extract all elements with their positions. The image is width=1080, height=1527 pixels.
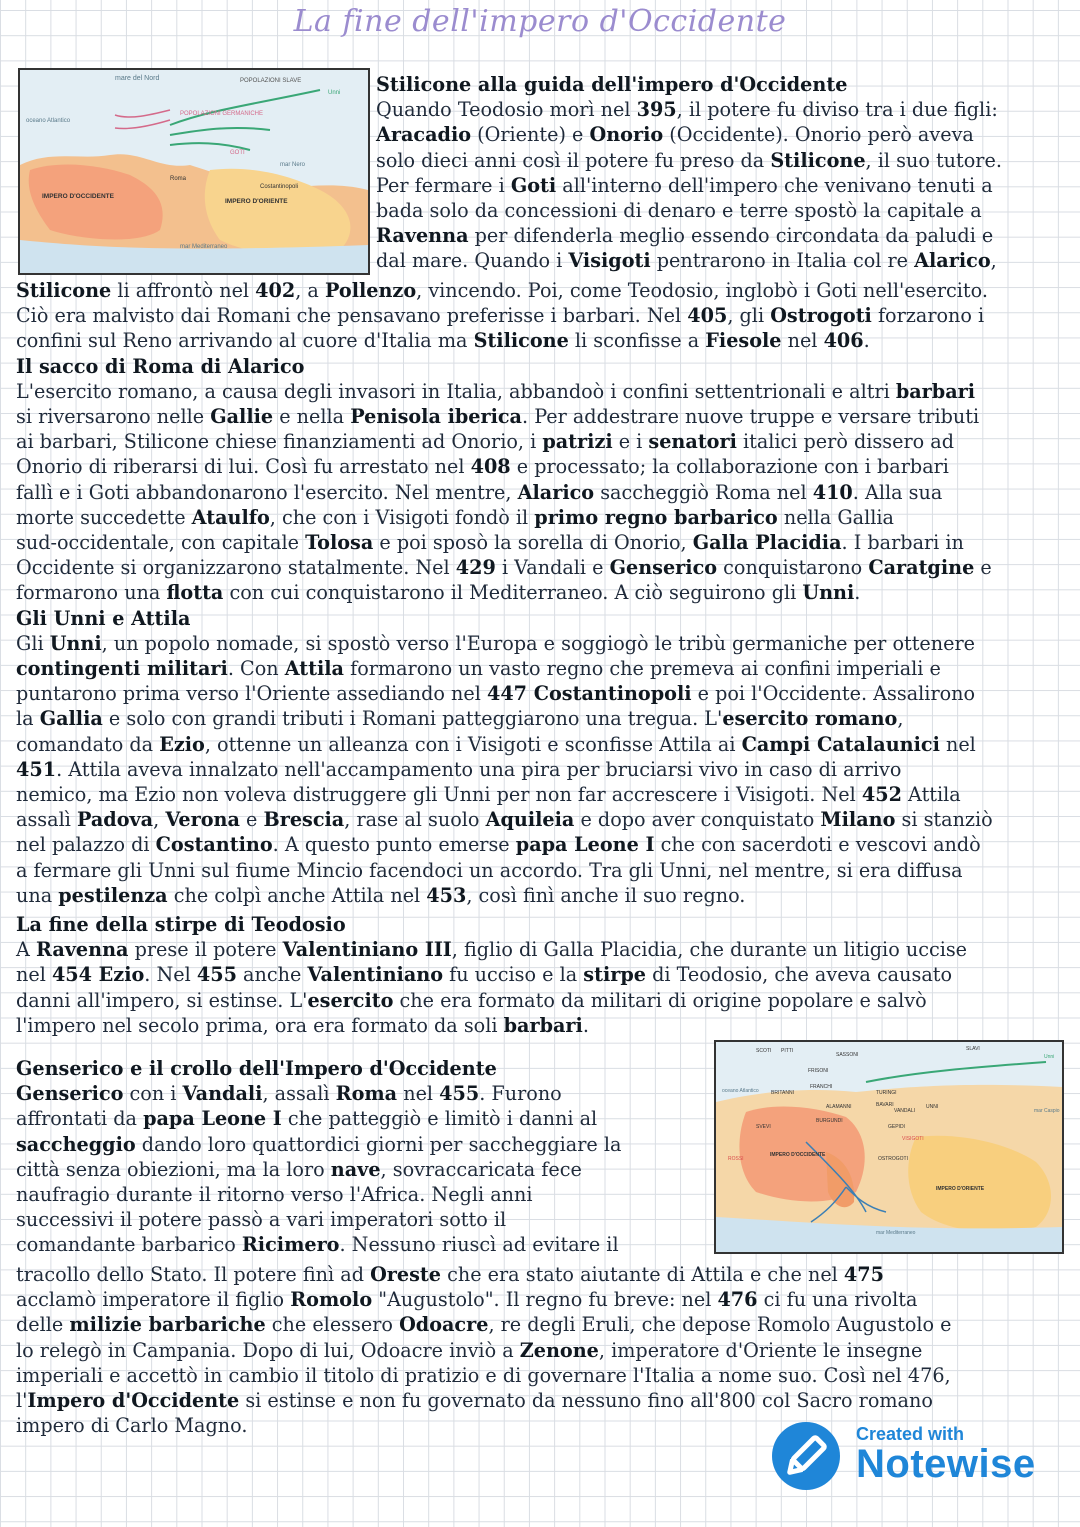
section-stilicone-intro: Stilicone alla guida dell'impero d'Occidente Quando Teodosio morì nel 395, il potere fu diviso tra i due figli: Aracadio (Oriente) e Onorio (Occidente). Onorio però aveva solo dieci anni così il potere fu preso da Stilicone, il suo tutore. Per fermare i Goti all'interno dell'impero che venivano tenuti a bada solo da concessioni di denaro e terre spostò la capitale a Ravenna per difenderla meglio essendo circondata da paludi e dal mare. Quando i Visigoti pentrarono in Italia col re Alarico, (376, 73, 1002, 273)
logo-notewise: Notewise (856, 1442, 1036, 1486)
map2-label: BAVARI (876, 1102, 894, 1108)
map-barbarian-kingdoms (714, 1040, 1064, 1254)
map1-label: POPOLAZIONI GERMANICHE (180, 111, 264, 117)
map2-label: OSTROGOTI (878, 1156, 908, 1162)
map1-label: IMPERO D'ORIENTE (225, 198, 288, 205)
map1-label: Unni (328, 90, 341, 96)
page-title: La fine dell'impero d'Occidente (293, 4, 787, 39)
map2-label: BURGUNDI (816, 1118, 843, 1124)
section-genserico-cont: tracollo dello Stato. Il potere finì ad Oreste che era stato aiutante di Attila e che nel 475 acclamò imperatore il figlio Romolo "Augustolo". Il regno fu breve: nel 476 ci fu una rivolta delle milizie barbariche che elessero Odoacre, re degli Eruli, che depose Romolo Augustolo e lo relegò in Campania. Dopo di lui, Odoacre inviò a Zenone, imperatore d'Oriente le insegne imperiali e accettò in cambio il titolo di pratizio e di governare l'Italia a nome suo. Così nel 476, l'Impero d'Occidente si estinse e non fu governato da nessuno fino all'800 col Sacro romano impero di Carlo Magno. (16, 1263, 952, 1438)
map1-label: mar Nero (280, 162, 306, 168)
map2-label: Unni (1044, 1054, 1055, 1060)
section-stilicone-cont: Stilicone li affrontò nel 402, a Pollenzo, vincendo. Poi, come Teodosio, inglobò i Goti nell'esercito. Ciò era malvisto dai Romani che pensavano preferisse i barbari. Nel 405, gli Ostrogoti forzarono i confini sul Reno arrivando al cuore d'Italia ma Stilicone li sconfisse a Fiesole nel 406. Il sacco di Roma di Alarico L'esercito romano, a causa degli invasori in Italia, abbandoò i confini settentrionali e altri barbari si riversarono nelle Gallie e nella Penisola iberica. Per addestrare nuove truppe e versare tributi ai barbari, Stilicone chiese finanziamenti ad Onorio, i patrizi e i senatori italici però dissero ad Onorio di riberarsi di lui. Così fu arrestato nel 408 e processato; la collaborazione con i barbari fallì e i Goti abbandonarono l'esercito. Nel mentre, Alarico saccheggiò Roma nel 410. Alla sua morte succedette Ataulfo, che con i Visigoti fondò il primo regno barbarico nella Gallia sud-occidentale, con capitale Tolosa e poi sposò la sorella di Onorio, Galla Placidia. I barbari in Occidente si organizzarono statalmente. Nel 429 i Vandali e Genserico conquistarono Caratgine e formarono una flotta con cui conquistarono il Mediterraneo. A ciò seguirono gli Unni. Gli Unni e Attila Gli Unni, un popolo nomade, si spostò verso l'Europa e soggiogò le tribù germaniche per ottenere contingenti militari. Con Attila formarono un vasto regno che premeva ai confini imperiali e puntarono prima verso l'Oriente assediando nel 447 Costantinopoli e poi l'Occidente. Assalirono la Gallia e solo con grandi tributi i Romani patteggiarono una tregua. L'esercito romano, comandato da Ezio, ottenne un alleanza con i Visigoti e sconfisse Attila ai Campi Catalaunici nel 451. Attila aveva innalzato nell'accampamento una pira per bruciarsi vivo in caso di arrivo nemico, ma Ezio non voleva distruggere gli Unni per non far accrescere i Visigoti. Nel 452 Attila assalì Padova, Verona e Brescia, rase al suolo Aquileia e dopo aver conquistato Milano si stanziò nel palazzo di Costantino. A questo punto emerse papa Leone I che con sacerdoti e vescovi andò a fermare gli Unni sul fiume Mincio facendoci un accordo. Tra gli Unni, nel mentre, si era diffusa una pestilenza che colpì anche Attila nel 453, così finì anche il suo regno. (16, 279, 993, 907)
map-roman-empire-division (18, 68, 370, 275)
map2-label: SLAVI (966, 1046, 980, 1052)
map2-label: ROSSI (728, 1156, 744, 1162)
map2-label: VANDALI (894, 1108, 916, 1114)
map1-label: oceano Atlantico (26, 118, 71, 124)
map2-label: mar Caspio (1034, 1108, 1060, 1114)
pen-icon (772, 1422, 840, 1490)
map2-label: SVEVI (756, 1124, 771, 1130)
map2-label: IMPERO D'OCCIDENTE (770, 1152, 826, 1158)
map2-label: oceano Atlantico (722, 1088, 759, 1094)
map1-label: mare del Nord (115, 75, 160, 82)
map1-label: IMPERO D'OCCIDENTE (42, 193, 114, 200)
section-teodosio: La fine della stirpe di Teodosio A Ravenna prese il potere Valentiniano III, figlio di Galla Placidia, che durante un litigio uccise nel 454 Ezio. Nel 455 anche Valentiniano fu ucciso e la stirpe di Teodosio, che aveva causato danni all'impero, si estinse. L'esercito che era formato da militari di origine popolare e salvò l'impero nel secolo prima, ora era formato da soli barbari. (16, 913, 968, 1037)
map1-label: Roma (170, 176, 187, 182)
notewise-logo (772, 1422, 1062, 1492)
map2-label: mar Mediterraneo (876, 1230, 916, 1236)
map2-label: TURINGI (876, 1090, 897, 1096)
map2-label: FRANCHI (810, 1084, 833, 1090)
section-genserico: Genserico e il crollo dell'Impero d'Occidente Genserico con i Vandali, assalì Roma nel 455. Furono affrontati da papa Leone I che patteggiò e limitò i danni al saccheggio dando loro quattordici giorni per saccheggiare la città senza obiezioni, ma la loro nave, sovraccaricata fece naufragio durante il ritorno verso l'Africa. Negli anni successivi il potere passò a vari imperatori sotto il comandante barbarico Ricimero. Nessuno riuscì ad evitare il (16, 1057, 622, 1257)
map2-label: GEPIDI (888, 1124, 905, 1130)
map2-label: PITTI (781, 1048, 794, 1054)
map2-label: ALAMANNI (826, 1104, 852, 1110)
map1-label: POPOLAZIONI SLAVE (240, 78, 302, 84)
map2-label: VISIGOTI (902, 1136, 924, 1142)
map1-label: mar Mediterraneo (180, 244, 228, 250)
map2-label: SASSONI (836, 1052, 859, 1058)
map2-label: SCOTI (756, 1048, 772, 1054)
map2-label: IMPERO D'ORIENTE (936, 1186, 985, 1192)
logo-created-with: Created with (856, 1424, 965, 1444)
map2-label: FRISONI (808, 1068, 829, 1074)
map1-label: Costantinopoli (260, 184, 299, 190)
map2-label: UNNI (926, 1104, 939, 1110)
map1-label: GOTI (230, 150, 245, 156)
map2-label: BRITANNI (771, 1090, 794, 1096)
